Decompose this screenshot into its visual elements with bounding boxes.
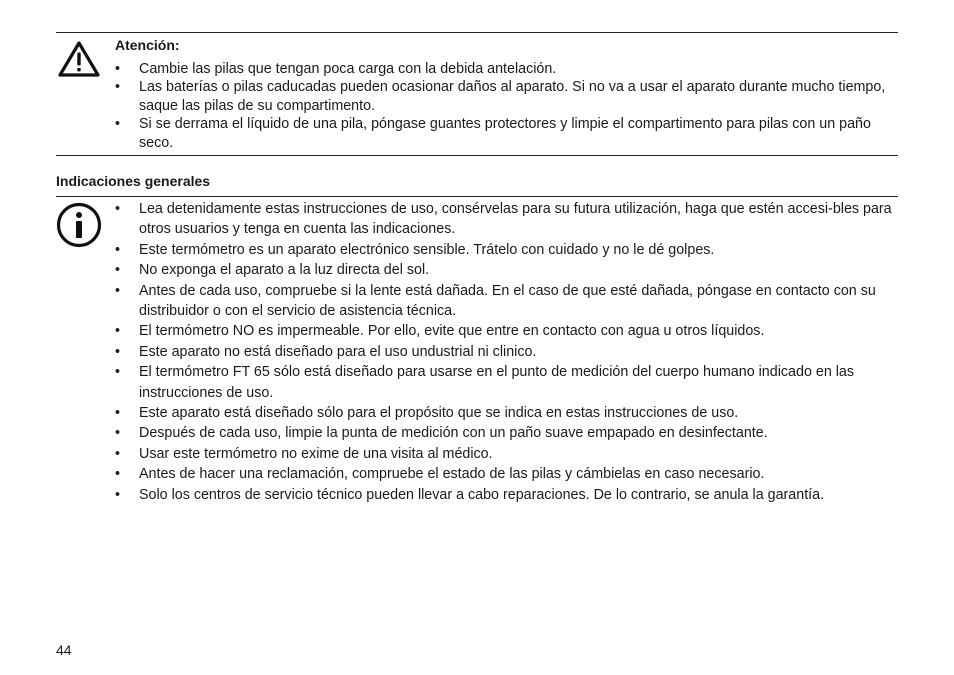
- warning-item: • Las baterías o pilas caducadas pueden ocasionar daños al aparato. Si no va a usar el aparato durante mucho tiempo, saque las pilas de su compartimento.: [115, 78, 895, 115]
- general-item: • Antes de hacer una reclamación, compruebe el estado de las pilas y cámbielas en caso necesario.: [115, 464, 895, 484]
- general-item: • Usar este termómetro no exime de una visita al médico.: [115, 444, 895, 464]
- general-item: • Antes de cada uso, compruebe si la lente está dañada. En el caso de que esté dañada, póngase en contacto con su distribuidor o con el servicio de asistencia técnica.: [115, 281, 895, 322]
- info-icon: [56, 202, 102, 248]
- general-item: • Después de cada uso, limpie la punta de medición con un paño suave empapado en desinfectante.: [115, 423, 895, 443]
- general-item: • Este termómetro es un aparato electrónico sensible. Trátelo con cuidado y no le dé golpes.: [115, 240, 895, 260]
- general-item: • No exponga el aparato a la luz directa del sol.: [115, 260, 895, 280]
- general-item: • Este aparato está diseñado sólo para el propósito que se indica en estas instrucciones de uso.: [115, 403, 895, 423]
- top-divider: [56, 32, 898, 33]
- warning-item: • Cambie las pilas que tengan poca carga con la debida antelación.: [115, 60, 895, 78]
- general-item: • Este aparato no está diseñado para el uso undustrial ni clinico.: [115, 342, 895, 362]
- heading-divider: [56, 196, 898, 197]
- warning-title: Atención:: [115, 37, 180, 53]
- warning-bottom-divider: [56, 155, 898, 156]
- page-number: 44: [56, 642, 72, 658]
- general-item: • Solo los centros de servicio técnico pueden llevar a cabo reparaciones. De lo contrario, se anula la garantía.: [115, 485, 895, 505]
- section-heading: Indicaciones generales: [56, 173, 211, 189]
- warning-item: • Si se derrama el líquido de una pila, póngase guantes protectores y limpie el compartimento para pilas con un paño seco.: [115, 115, 895, 152]
- general-item: • El termómetro NO es impermeable. Por ello, evite que entre en contacto con agua u otros líquidos.: [115, 321, 895, 341]
- general-item: • Lea detenidamente estas instrucciones de uso, consérvelas para su futura utilización, haga que estén accesi-bles para otros usuarios y tenga en cuenta las indicaciones.: [115, 199, 895, 240]
- warning-triangle-icon: [57, 40, 101, 78]
- general-item: • El termómetro FT 65 sólo está diseñado para usarse en el punto de medición del cuerpo humano indicado en las instrucciones de uso.: [115, 362, 895, 403]
- general-list: [115, 199, 895, 505]
- warning-list: [115, 60, 895, 152]
